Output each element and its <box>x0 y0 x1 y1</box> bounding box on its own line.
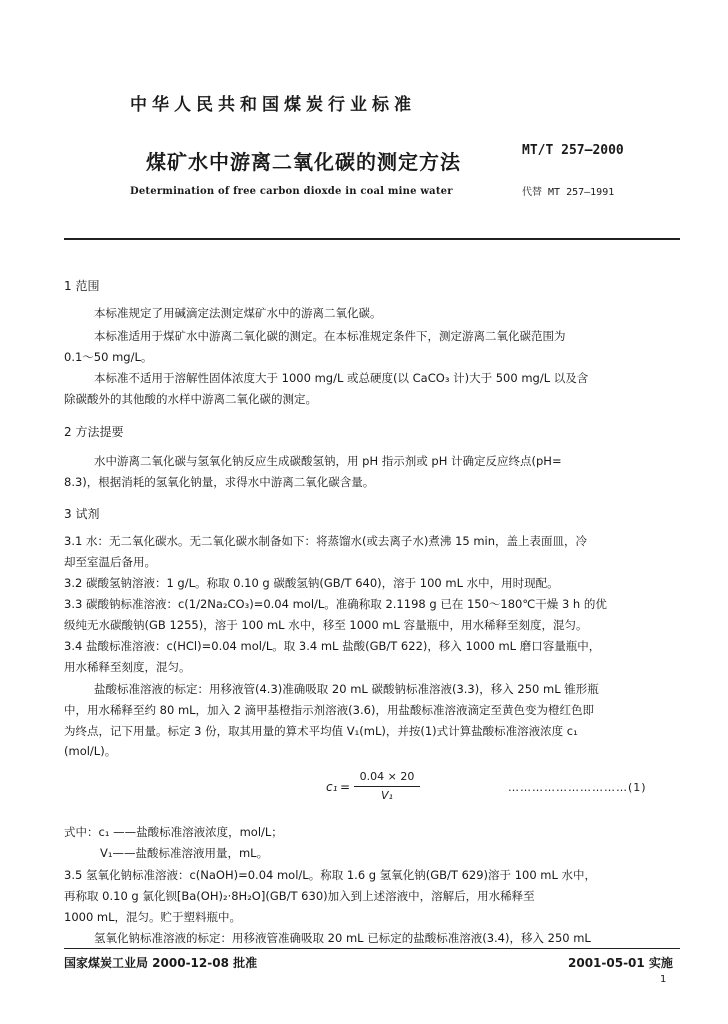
paragraph-line: 式中：c₁ ——盐酸标准溶液浓度，mol/L； <box>64 825 283 839</box>
paragraph-line: 3.1 水：无二氧化碳水。无二氧化碳水制备如下：将蒸馏水(或去离子水)煮沸 15 min，盖上表面皿，冷 <box>64 534 588 548</box>
paragraph-line: 为终点，记下用量。标定 3 份，取其用量的算术平均值 V₁(mL)，并按(1)式计算盐酸标准溶液浓度 c₁ <box>64 724 578 738</box>
standard-number: MT/T 257—2000 <box>522 143 624 158</box>
paragraph-line: (mol/L)。 <box>64 744 117 758</box>
paragraph-line: 本标准不适用于溶解性固体浓度大于 1000 mg/L 或总硬度(以 CaCO₃ 计)大于 500 mg/L 以及含 <box>94 371 589 385</box>
paragraph-line: 水中游离二氧化碳与氢氧化钠反应生成碳酸氢钠，用 pH 指示剂或 pH 计确定反应终点(pH= <box>94 454 562 468</box>
paragraph-line: V₁——盐酸标准溶液用量，mL。 <box>100 846 269 860</box>
formula-equals: = <box>340 780 351 794</box>
paragraph-line: 3.2 碳酸氢钠溶液：1 g/L。称取 0.10 g 碳酸氢钠(GB/T 640)，溶于 100 mL 水中，用时现配。 <box>64 576 559 590</box>
formula-numerator: 0.04 × 20 <box>359 770 415 783</box>
formula-denominator: V₁ <box>381 789 393 802</box>
paragraph-line: 3.3 碳酸钠标准溶液：c(1/2Na₂CO₃)=0.04 mol/L。准确称取 2.1198 g 已在 150～180℃干燥 3 h 的优 <box>64 597 607 611</box>
paragraph-line: 本标准规定了用碱滴定法测定煤矿水中的游离二氧化碳。 <box>94 306 382 320</box>
fraction-bar <box>354 786 420 787</box>
page-number: 1 <box>660 974 667 985</box>
paragraph-line: 3.5 氢氧化钠标准溶液：c(NaOH)=0.04 mol/L。称取 1.6 g 氢氧化钠(GB/T 629)溶于 100 mL 水中， <box>64 868 597 882</box>
paragraph-line: 除碳酸外的其他酸的水样中游离二氧化碳的测定。 <box>64 392 317 406</box>
paragraph-line: 再称取 0.10 g 氯化钡[Ba(OH)₂·8H₂O](GB/T 630)加入到上述溶液中，溶解后，用水稀释至 <box>64 889 535 903</box>
section-heading-reagents: 3 试剂 <box>64 507 100 521</box>
formula-1 <box>326 770 436 806</box>
paragraph-line: 却至室温后备用。 <box>64 555 156 569</box>
document-title: 煤矿水中游离二氧化碳的测定方法 <box>146 150 461 174</box>
section-heading-principle: 2 方法提要 <box>64 425 124 439</box>
paragraph-line: 氢氧化钠标准溶液的标定：用移液管准确吸取 20 mL 已标定的盐酸标准溶液(3.4)，移入 250 mL <box>94 931 591 945</box>
paragraph-line: 用水稀释至刻度，混匀。 <box>64 660 191 674</box>
implementation-date: 2001-05-01 实施 <box>568 956 673 970</box>
equation-number: …………………………(1) <box>508 781 647 794</box>
paragraph-line: 1000 mL，混匀。贮于塑料瓶中。 <box>64 910 242 924</box>
paragraph-line: 中，用水稀释至约 80 mL，加入 2 滴甲基橙指示剂溶液(3.6)，用盐酸标准溶液滴定至黄色变为橙红色即 <box>64 703 594 717</box>
paragraph-line: 本标准适用于煤矿水中游离二氧化碳的测定。在本标准规定条件下，测定游离二氧化碳范围为 <box>94 329 566 343</box>
paragraph-line: 8.3)，根据消耗的氢氧化钠量，求得水中游离二氧化碳含量。 <box>64 475 375 489</box>
paragraph-line: 3.4 盐酸标准溶液：c(HCl)=0.04 mol/L。取 3.4 mL 盐酸(GB/T 622)，移入 1000 mL 磨口容量瓶中， <box>64 639 601 653</box>
formula-lhs: c₁ <box>326 780 338 794</box>
footer-divider <box>64 948 680 949</box>
paragraph-line: 盐酸标准溶液的标定：用移液管(4.3)准确吸取 20 mL 碳酸钠标准溶液(3.3)，移入 250 mL 锥形瓶 <box>94 682 599 696</box>
paragraph-line: 级纯无水碳酸钠(GB 1255)，溶于 100 mL 水中，移至 1000 mL 容量瓶中，用水稀释至刻度，混匀。 <box>64 618 588 632</box>
approval-date: 国家煤炭工业局 2000-12-08 批准 <box>64 956 258 970</box>
header-divider <box>64 238 680 240</box>
section-heading-scope: 1 范围 <box>64 279 100 293</box>
standard-category-title: 中华人民共和国煤炭行业标准 <box>130 95 416 115</box>
document-subtitle-english: Determination of free carbon dioxde in coal mine water <box>130 186 453 197</box>
paragraph-line: 0.1～50 mg/L。 <box>64 350 153 364</box>
replaces-standard: 代替 MT 257—1991 <box>522 187 615 198</box>
